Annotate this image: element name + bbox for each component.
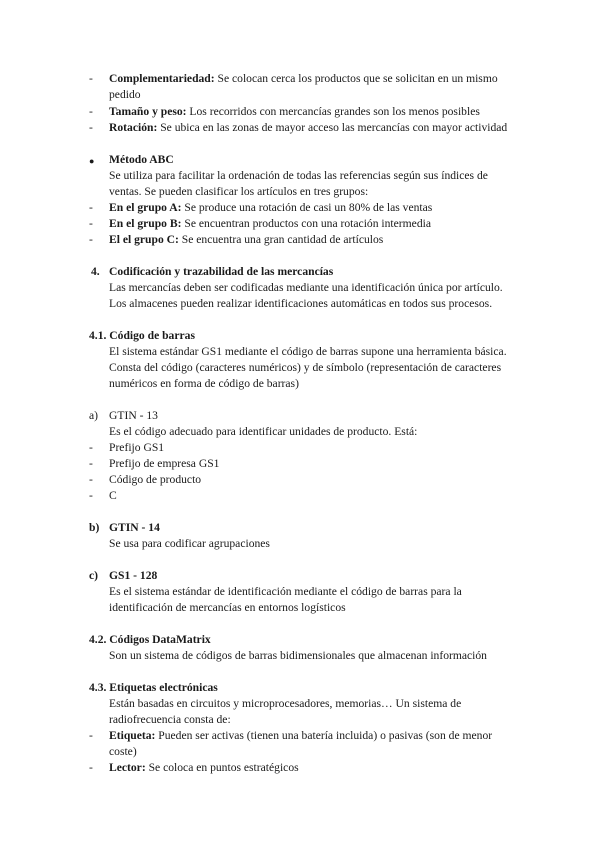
gtin14-description: Se usa para codificar agrupaciones [109, 537, 270, 550]
section-4-3-title: 4.3. Etiquetas electrónicas [89, 681, 218, 694]
bullet-complementariedad [109, 71, 498, 88]
bullet-dash: - [89, 105, 93, 118]
bullet-dash: - [89, 121, 93, 134]
section-number: 4. [91, 265, 100, 278]
abc-group-c: El el grupo C: Se encuentra una gran cantidad de artículos [109, 233, 384, 246]
section-4-1-text: Consta del código (caracteres numéricos) y de símbolo (representación de caracteres [109, 361, 502, 374]
abc-group-a: En el grupo A: Se produce una rotación de casi un 80% de las ventas [109, 201, 433, 214]
bullet-dash: - [89, 217, 93, 230]
section-4-text: Los almacenes pueden realizar identificaciones automáticas en todos sus procesos. [109, 297, 493, 310]
bullet-label: Rotación: [109, 121, 158, 134]
bullet-dash: - [89, 473, 93, 486]
list-marker: a) [89, 409, 99, 422]
gtin13-item: C [109, 489, 117, 502]
gtin13-item: Prefijo GS1 [109, 441, 165, 454]
bullet-dash: - [89, 441, 93, 454]
abc-description: ventas. Se pueden clasificar los artículos en tres grupos: [109, 185, 369, 198]
section-4-1-text: El sistema estándar GS1 mediante el código de barras supone una herramienta básica. [109, 345, 507, 358]
section-4-text: Las mercancías deben ser codificadas mediante una identificación única por artículo. [109, 281, 503, 294]
bullet-dash: - [89, 729, 93, 742]
abc-group-b: En el grupo B: Se encuentran productos con una rotación intermedia [109, 217, 431, 230]
gs1128-text: identificación de mercancías en entornos logísticos [109, 601, 346, 614]
gtin13-title: GTIN - 13 [109, 409, 158, 422]
gs1128-text: Es el sistema estándar de identificación mediante el código de barras para la [109, 585, 462, 598]
bullet-dot: ● [89, 156, 95, 166]
bullet-text: Los recorridos con mercancías grandes son los menos posibles [186, 105, 480, 118]
bullet-continuation: pedido [109, 88, 141, 101]
gtin13-description: Es el código adecuado para identificar unidades de producto. Está: [109, 425, 418, 438]
bullet-dash: - [89, 72, 93, 85]
gtin13-item: Código de producto [109, 473, 202, 486]
bullet-text: Se colocan cerca los productos que se solicitan en un mismo [214, 72, 498, 85]
section-4-1-title: 4.1. Código de barras [89, 329, 195, 342]
bullet-dash: - [89, 201, 93, 214]
bullet-label: Tamaño y peso: [109, 105, 187, 118]
section-4-2-text: Son un sistema de códigos de barras bidimensionales que almacenan información [109, 649, 487, 662]
list-marker: b) [89, 521, 100, 534]
bullet-dash: - [89, 489, 93, 502]
bullet-text: Se ubica en las zonas de mayor acceso las mercancías con mayor actividad [157, 121, 508, 134]
gtin13-item: Prefijo de empresa GS1 [109, 457, 220, 470]
bullet-rotacion [109, 120, 507, 137]
section-4-title: Codificación y trazabilidad de las mercancías [109, 265, 334, 278]
bullet-dash: - [89, 761, 93, 774]
list-marker: c) [89, 569, 99, 582]
bullet-label: Complementariedad: [109, 72, 215, 85]
bullet-lector: Lector: Se coloca en puntos estratégicos [109, 761, 299, 774]
bullet-dash: - [89, 233, 93, 246]
section-4-3-text: radiofrecuencia consta de: [109, 713, 231, 726]
bullet-etiqueta: Etiqueta: Pueden ser activas (tienen una batería incluida) o pasivas (son de menor [109, 729, 493, 742]
bullet-dash: - [89, 457, 93, 470]
section-4-3-text: Están basadas en circuitos y microprocesadores, memorias… Un sistema de [109, 697, 462, 710]
abc-title: Método ABC [109, 153, 174, 166]
abc-description: Se utiliza para facilitar la ordenación de todas las referencias según sus índices de [109, 169, 488, 182]
section-4-2-title: 4.2. Códigos DataMatrix [89, 633, 211, 646]
section-4-1-text: numéricos en forma de código de barras) [109, 377, 299, 390]
bullet-continuation: coste) [109, 745, 137, 758]
gtin14-title: GTIN - 14 [109, 521, 160, 534]
gs1128-title: GS1 - 128 [109, 569, 158, 582]
bullet-tamano-peso [109, 104, 480, 121]
